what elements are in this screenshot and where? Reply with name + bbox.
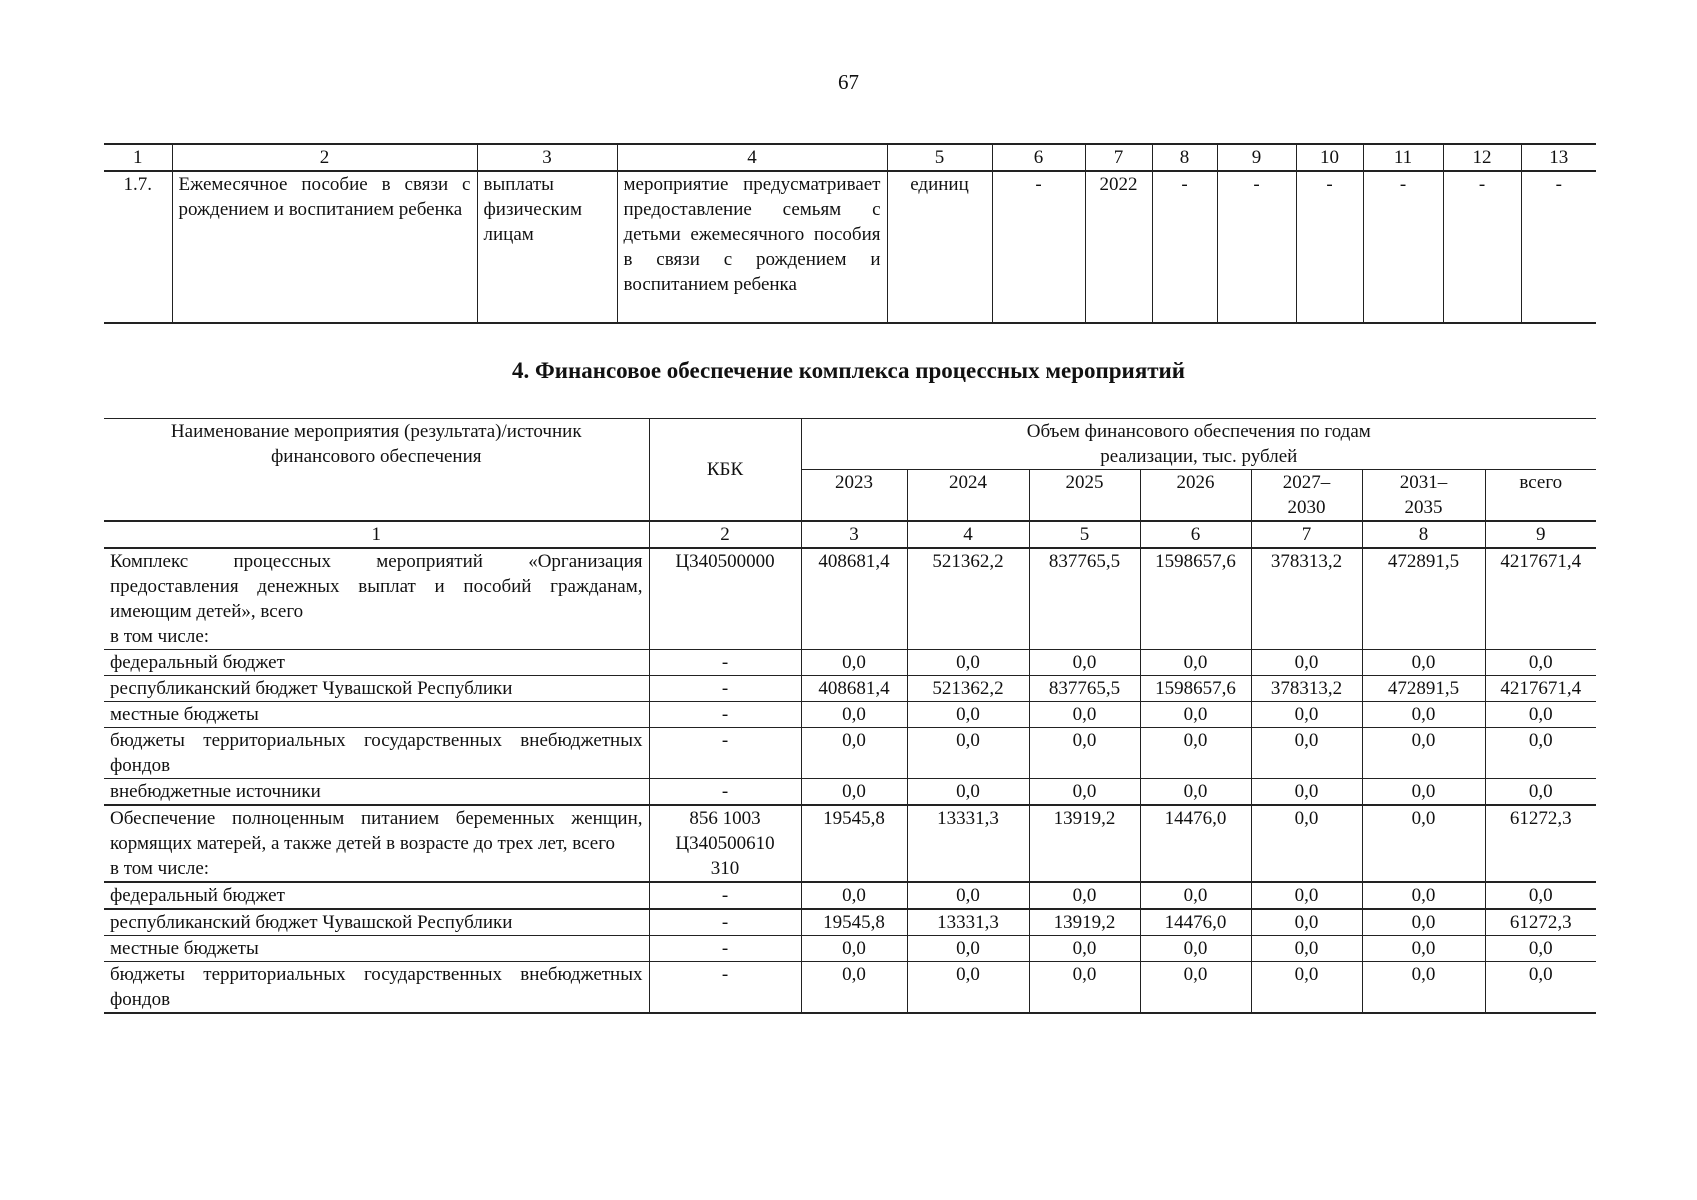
row-value: 0,0: [1251, 702, 1362, 728]
row-name-text: Обеспечение полноценным питанием беременных женщин, кормящих матерей, а также детей в возрасте до трех лет, всего: [110, 808, 643, 854]
row-value: 0,0: [1029, 650, 1140, 676]
row-value: 0,0: [1251, 728, 1362, 779]
row-value: 0,0: [1140, 936, 1251, 962]
row-name: [104, 805, 649, 882]
row-name-text: Комплекс процессных мероприятий «Организация предоставления денежных выплат и пособий гражданам, имеющим детей», всего: [110, 551, 643, 622]
row-value: 378313,2: [1251, 548, 1362, 650]
row-value: 0,0: [1485, 650, 1596, 676]
col-number: 7: [1085, 144, 1152, 171]
row-name: республиканский бюджет Чувашской Республики: [104, 909, 649, 936]
row-value: 13919,2: [1029, 805, 1140, 882]
col-number: 9: [1485, 521, 1596, 548]
activity-type: выплаты физическим лицам: [477, 171, 617, 323]
row-kbk: -: [649, 909, 801, 936]
row-value: 0,0: [1029, 779, 1140, 806]
row-value: 0,0: [907, 728, 1029, 779]
col-number: 2: [649, 521, 801, 548]
row-value: 4217671,4: [1485, 548, 1596, 650]
row-name: местные бюджеты: [104, 702, 649, 728]
header-kbk-col: [649, 419, 801, 522]
financing-row: [104, 882, 1596, 909]
activity-cell: -: [1521, 171, 1596, 323]
row-value: 0,0: [1362, 702, 1485, 728]
section-title: 4. Финансовое обеспечение комплекса процессных мероприятий: [511, 358, 1186, 383]
row-value: 0,0: [1485, 962, 1596, 1014]
col-number: 8: [1152, 144, 1217, 171]
col-number: 9: [1217, 144, 1296, 171]
activity-cell: -: [1443, 171, 1521, 323]
row-value: 0,0: [801, 962, 907, 1014]
row-value: 0,0: [1251, 805, 1362, 882]
financing-row: [104, 909, 1596, 936]
row-subtitle: в том числе:: [110, 858, 210, 879]
row-value: 0,0: [1362, 728, 1485, 779]
row-value: 0,0: [1029, 962, 1140, 1014]
row-value: 0,0: [907, 936, 1029, 962]
row-value: 0,0: [1029, 702, 1140, 728]
row-value: 0,0: [1251, 962, 1362, 1014]
row-value: 378313,2: [1251, 676, 1362, 702]
row-name: бюджеты территориальных государственных внебюджетных фондов: [104, 962, 649, 1014]
row-value: 1598657,6: [1140, 676, 1251, 702]
col-number: 8: [1362, 521, 1485, 548]
row-value: 0,0: [1362, 779, 1485, 806]
row-name: федеральный бюджет: [104, 882, 649, 909]
row-value: 521362,2: [907, 676, 1029, 702]
row-value: 0,0: [907, 702, 1029, 728]
row-value: 0,0: [1029, 728, 1140, 779]
row-value: 0,0: [1362, 962, 1485, 1014]
col-number: 10: [1296, 144, 1363, 171]
financing-row: [104, 779, 1596, 806]
row-value: 19545,8: [801, 805, 907, 882]
activities-table: [104, 143, 1596, 324]
row-value: 61272,3: [1485, 805, 1596, 882]
activity-number: 1.7.: [104, 171, 172, 323]
activity-row: [104, 171, 1596, 323]
row-value: 472891,5: [1362, 676, 1485, 702]
row-value: 0,0: [1140, 779, 1251, 806]
row-value: 0,0: [1251, 936, 1362, 962]
row-value: 0,0: [801, 702, 907, 728]
col-number: 13: [1521, 144, 1596, 171]
col-number: 2: [172, 144, 477, 171]
activities-header-row: [104, 144, 1596, 171]
row-value: 0,0: [801, 650, 907, 676]
row-value: 0,0: [1251, 779, 1362, 806]
financing-number-row: [104, 521, 1596, 548]
header-year: 2026: [1140, 470, 1251, 522]
financing-row: [104, 548, 1596, 650]
activity-cell: -: [1363, 171, 1443, 323]
row-value: 0,0: [1140, 650, 1251, 676]
financing-row: [104, 805, 1596, 882]
row-kbk: -: [649, 728, 801, 779]
row-value: 0,0: [1362, 936, 1485, 962]
row-kbk: -: [649, 882, 801, 909]
financing-row: [104, 728, 1596, 779]
col-number: 3: [477, 144, 617, 171]
row-value: 837765,5: [1029, 548, 1140, 650]
activity-cell: -: [1217, 171, 1296, 323]
row-value: 408681,4: [801, 676, 907, 702]
row-value: 0,0: [1485, 702, 1596, 728]
activity-name: Ежемесячное пособие в связи с рождением и воспитанием ребенка: [172, 171, 477, 323]
row-name: внебюджетные источники: [104, 779, 649, 806]
row-kbk: -: [649, 779, 801, 806]
activity-cell: -: [992, 171, 1085, 323]
row-value: 0,0: [1140, 962, 1251, 1014]
row-value: 0,0: [1362, 650, 1485, 676]
row-value: 14476,0: [1140, 909, 1251, 936]
row-kbk: -: [649, 936, 801, 962]
row-value: 0,0: [1140, 882, 1251, 909]
row-value: 408681,4: [801, 548, 907, 650]
col-number: 4: [907, 521, 1029, 548]
row-value: 0,0: [1362, 882, 1485, 909]
row-value: 521362,2: [907, 548, 1029, 650]
row-value: 0,0: [801, 779, 907, 806]
row-kbk: -: [649, 962, 801, 1014]
row-value: 61272,3: [1485, 909, 1596, 936]
header-year: 2027–2030: [1251, 470, 1362, 522]
col-number: 7: [1251, 521, 1362, 548]
row-value: 0,0: [1251, 909, 1362, 936]
col-number: 4: [617, 144, 887, 171]
row-value: 0,0: [1485, 882, 1596, 909]
row-name: бюджеты территориальных государственных внебюджетных фондов: [104, 728, 649, 779]
row-value: 13919,2: [1029, 909, 1140, 936]
row-value: 0,0: [1485, 728, 1596, 779]
row-value: 13331,3: [907, 909, 1029, 936]
col-number: 6: [1140, 521, 1251, 548]
col-number: 6: [992, 144, 1085, 171]
activity-cell: -: [1296, 171, 1363, 323]
row-kbk: Ц340500000: [649, 548, 801, 650]
row-name: [104, 548, 649, 650]
header-year: 2025: [1029, 470, 1140, 522]
header-year: 2031–2035: [1362, 470, 1485, 522]
row-kbk: 856 1003 Ц340500610 310: [649, 805, 801, 882]
col-number: 1: [104, 521, 649, 548]
row-value: 0,0: [1485, 936, 1596, 962]
row-value: 4217671,4: [1485, 676, 1596, 702]
col-number: 1: [104, 144, 172, 171]
header-volume-col: Объем финансового обеспечения по годам реализации, тыс. рублей: [801, 419, 1596, 470]
activity-description: мероприятие предусматривает предоставление семьям с детьми ежемесячного пособия в связи с рождением и воспитанием ребенка: [617, 171, 887, 323]
col-number: 11: [1363, 144, 1443, 171]
row-value: 19545,8: [801, 909, 907, 936]
header-year: 2023: [801, 470, 907, 522]
header-year: 2024: [907, 470, 1029, 522]
row-value: 0,0: [1029, 882, 1140, 909]
row-value: 0,0: [1251, 650, 1362, 676]
activity-unit: единиц: [887, 171, 992, 323]
col-number: 5: [1029, 521, 1140, 548]
financing-table: [104, 418, 1596, 1014]
row-value: 472891,5: [1362, 548, 1485, 650]
col-number: 12: [1443, 144, 1521, 171]
row-name: республиканский бюджет Чувашской Республики: [104, 676, 649, 702]
row-value: 0,0: [801, 936, 907, 962]
header-kbk-label: КБК: [706, 459, 744, 480]
header-total: всего: [1485, 470, 1596, 522]
row-kbk: -: [649, 702, 801, 728]
row-value: 0,0: [907, 779, 1029, 806]
financing-row: [104, 962, 1596, 1014]
row-value: 0,0: [1251, 882, 1362, 909]
col-number: 3: [801, 521, 907, 548]
financing-row: [104, 650, 1596, 676]
row-value: 0,0: [1140, 728, 1251, 779]
row-kbk: -: [649, 650, 801, 676]
activity-year: 2022: [1085, 171, 1152, 323]
row-value: 0,0: [907, 962, 1029, 1014]
row-value: 0,0: [1029, 936, 1140, 962]
row-value: 0,0: [1362, 805, 1485, 882]
row-value: 1598657,6: [1140, 548, 1251, 650]
row-kbk: -: [649, 676, 801, 702]
row-name: федеральный бюджет: [104, 650, 649, 676]
financing-row: [104, 936, 1596, 962]
financing-row: [104, 702, 1596, 728]
activity-cell: -: [1152, 171, 1217, 323]
row-value: 13331,3: [907, 805, 1029, 882]
row-value: 0,0: [907, 650, 1029, 676]
row-value: 14476,0: [1140, 805, 1251, 882]
page-number: 67: [838, 70, 859, 94]
financing-header-row: [104, 419, 1596, 470]
row-value: 0,0: [801, 728, 907, 779]
row-value: 0,0: [1362, 909, 1485, 936]
row-value: 0,0: [907, 882, 1029, 909]
row-value: 0,0: [801, 882, 907, 909]
row-subtitle: в том числе:: [110, 626, 210, 647]
row-value: 0,0: [1140, 702, 1251, 728]
row-value: 0,0: [1485, 779, 1596, 806]
row-value: 837765,5: [1029, 676, 1140, 702]
col-number: 5: [887, 144, 992, 171]
financing-row: [104, 676, 1596, 702]
header-name-col: Наименование мероприятия (результата)/источник финансового обеспечения: [104, 419, 649, 522]
row-name: местные бюджеты: [104, 936, 649, 962]
